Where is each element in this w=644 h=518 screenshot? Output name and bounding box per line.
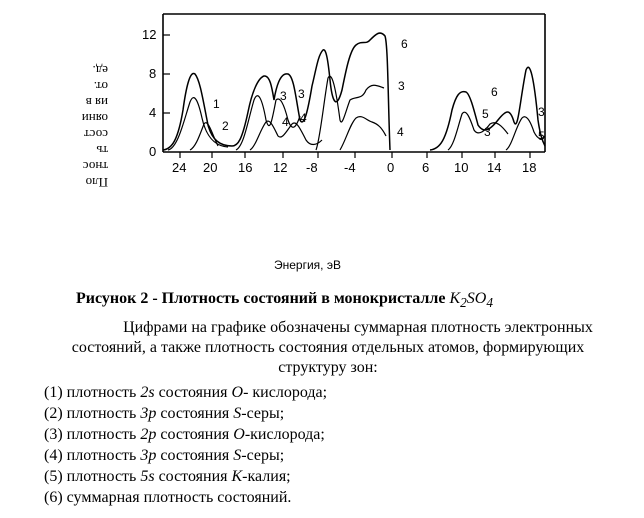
curve-label: 2	[222, 119, 229, 133]
x-tick-label: 24	[172, 160, 187, 175]
y-tick-label: 8	[149, 66, 157, 81]
curve-label: 3	[484, 125, 491, 139]
curve-label: 3	[538, 105, 545, 119]
curve-label: 5	[538, 129, 545, 143]
x-tick-label: 10	[454, 160, 469, 175]
x-tick-marks	[180, 152, 530, 158]
y-axis-label-line: ия в	[85, 95, 108, 110]
x-tick-label: 18	[522, 160, 537, 175]
list-item: (1) плотность 2s состояния O- кислорода;	[44, 384, 328, 401]
y-axis-label-line: сост	[83, 127, 108, 142]
x-tick-label: -4	[344, 160, 356, 175]
y-axis-label-line: ед.	[92, 63, 108, 78]
list-item: (4) плотность 3p состояния S-серы;	[44, 447, 285, 464]
y-axis-label-line: ть	[96, 143, 108, 158]
caption-prefix: Рисунок 2 - Плотность состояний в монокристалле	[76, 290, 450, 307]
y-axis-label-line: тнос	[82, 159, 108, 174]
curve-label: 3	[280, 89, 287, 103]
curve-label: 6	[401, 37, 408, 51]
list-item: (3) плотность 2p состояния O-кислорода;	[44, 426, 325, 443]
curve-label: 3	[298, 87, 305, 101]
y-axis-label-line: от.	[93, 79, 108, 94]
figure-caption	[76, 290, 493, 311]
caption-formula-sub4: 4	[486, 295, 494, 311]
x-axis-label: Энергия, эВ	[274, 258, 341, 272]
x-tick-label: -8	[306, 160, 318, 175]
y-tick-marks	[163, 35, 170, 113]
y-axis-label	[74, 62, 108, 190]
list-item: (5) плотность 5s состояния K-калия;	[44, 468, 291, 485]
x-tick-label: 6	[422, 160, 430, 175]
curve-4b	[340, 117, 386, 150]
curve-label: 4	[282, 115, 289, 129]
x-tick-label: 0	[387, 160, 395, 175]
description-paragraph	[58, 318, 598, 378]
curve-label: 3	[398, 79, 405, 93]
curve-3b	[316, 76, 384, 150]
y-tick-label: 4	[149, 105, 157, 120]
curve-label: 6	[491, 85, 498, 99]
description-text: Цифрами на графике обозначены суммарная плотность электронных состояний, а также плотность состояния отдельных атомов, формирующих структуру зон:	[71, 319, 593, 376]
list-item: (6) суммарная плотность состояний.	[44, 489, 292, 506]
list-item: (2) плотность 3p состояния S-серы;	[44, 405, 285, 422]
curve-label: 1	[213, 97, 220, 111]
y-axis-label-line: ояни	[81, 111, 108, 126]
caption-formula-k: K	[449, 290, 461, 307]
curve-label: 4	[397, 125, 404, 139]
caption-formula-so: SO	[466, 290, 487, 307]
caption-formula-sub2: 2	[460, 295, 467, 311]
x-tick-label: 12	[273, 160, 288, 175]
y-axis-label-line: Пло	[85, 175, 108, 190]
y-tick-label: 0	[149, 144, 157, 159]
x-tick-label: 16	[238, 160, 253, 175]
legend-list	[44, 382, 327, 508]
x-tick-label: 14	[487, 160, 502, 175]
y-tick-label: 12	[142, 27, 157, 42]
x-tick-label: 20	[203, 160, 218, 175]
curve-label: 4	[300, 111, 307, 125]
curve-label: 5	[482, 107, 489, 121]
